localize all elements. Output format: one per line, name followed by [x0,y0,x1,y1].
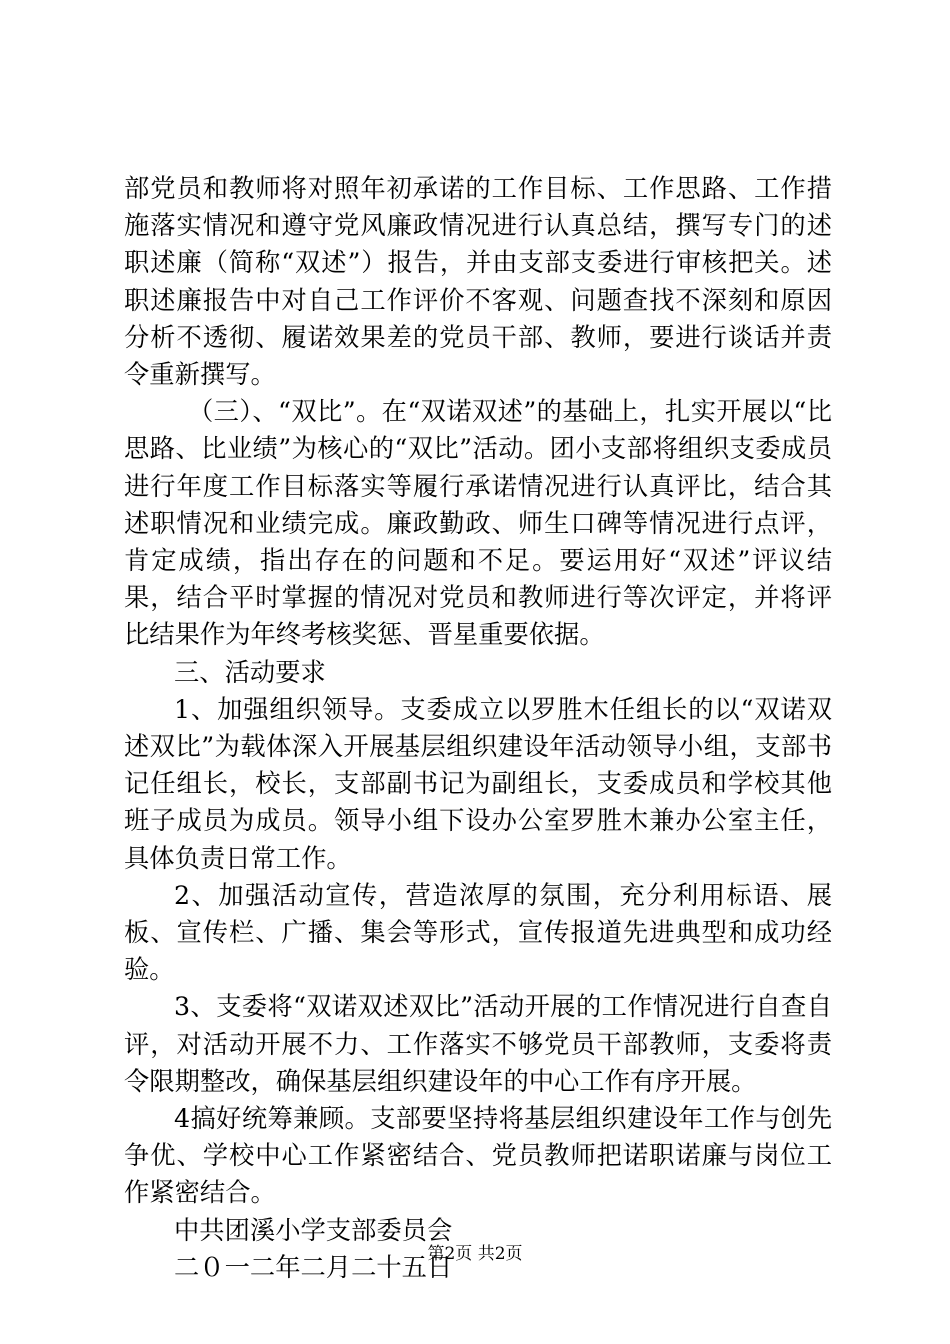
paragraph-requirement-1: 1、加强组织领导。支委成立以罗胜木任组长的以“双诺双述双比”为载体深入开展基层组织建设年活动领导小组，支部书记任组长，校长，支部副书记为副组长，支委成员和学校其他班子成员为成员。领导小组下设办公室罗胜木兼办公室主任，具体负责日常工作。 [124,694,832,873]
paragraph-requirement-3: 3、支委将“双诺双述双比”活动开展的工作情况进行自查自评，对活动开展不力、工作落实不够党员干部教师，支委将责令限期整改，确保基层组织建设年的中心工作有序开展。 [124,992,832,1096]
paragraph-requirement-2: 2、加强活动宣传，营造浓厚的氛围，充分利用标语、展板、宣传栏、广播、集会等形式，宣传报道先进典型和成功经验。 [124,880,832,985]
paragraph-requirement-4: 4搞好统筹兼顾。支部要坚持将基层组织建设年工作与创先争优、学校中心工作紧密结合、党员教师把诺职诺廉与岗位工作紧密结合。 [124,1104,832,1208]
signature-date: 二０一二年二月二十五日 [174,1252,453,1282]
signature-organization: 中共团溪小学支部委员会 [174,1215,453,1245]
page-number-footer: 第2页 共2页 [427,1244,523,1264]
paragraph-double-compare: （三）、“双比”。在“双诺双述”的基础上，扎实开展以“比思路、比业绩”为核心的“双比”活动。团小支部将组织支委成员进行年度工作目标落实等履行承诺情况进行认真评比，结合其述职情况和业绩完成。廉政勤政、师生口碑等情况进行点评，肯定成绩，指出存在的问题和不足。要运用好“双述”评议结果，结合平时掌握的情况对党员和教师进行等次评定，并将评比结果作为年终考核奖惩、晋星重要依据。 [124,397,832,650]
section-heading-requirements: 三、活动要求 [174,657,326,687]
paragraph-self-report: 部党员和教师将对照年初承诺的工作目标、工作思路、工作措施落实情况和遵守党风廉政情况进行认真总结，撰写专门的述职述廉（简称“双述”）报告，并由支部支委进行审核把关。述职述廉报告中对自己工作评价不客观、问题查找不深刻和原因分析不透彻、履诺效果差的党员干部、教师，要进行谈话并责令重新撰写。 [124,174,832,390]
document-body [124,170,832,1286]
